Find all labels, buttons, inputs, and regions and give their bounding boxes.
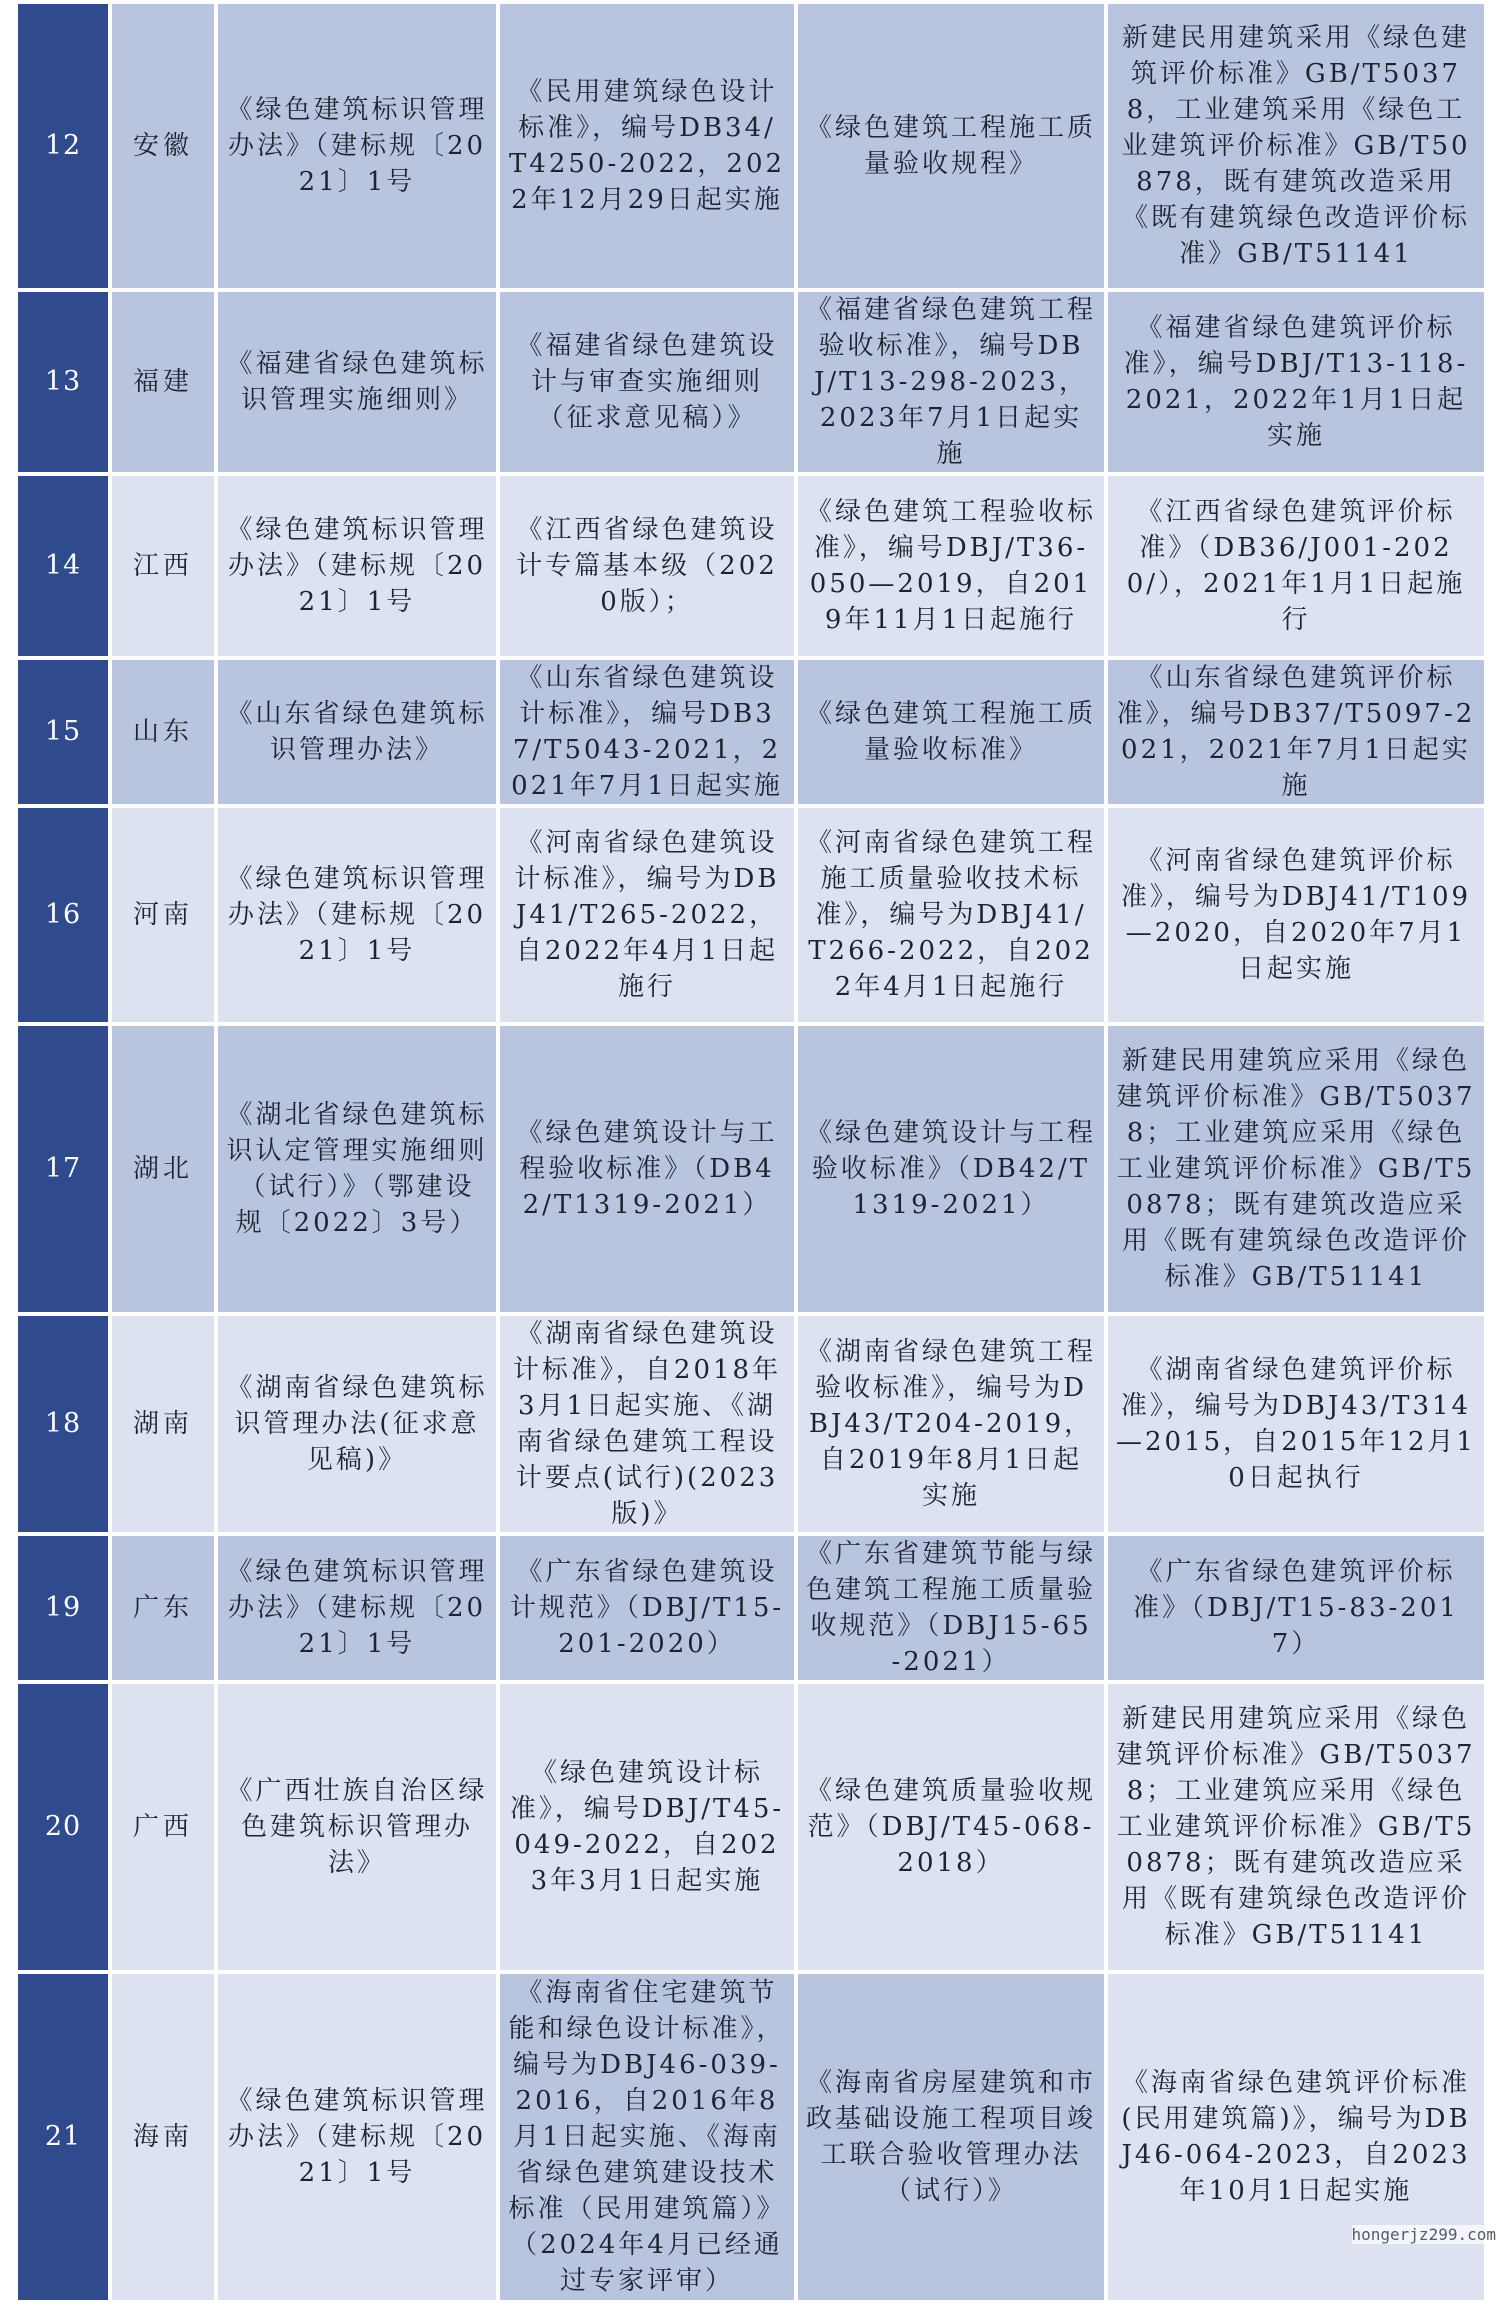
management-cell: 《绿色建筑标识管理办法》（建标规〔2021〕1号 xyxy=(218,1536,496,1680)
row-number: 21 xyxy=(18,1974,108,2300)
design-standard-cell: 《绿色建筑设计标准》，编号DBJ/T45-049-2022，自2023年3月1日起实施 xyxy=(500,1684,794,1970)
evaluation-standard-cell: 《广东省绿色建筑评价标准》（DBJ/T15-83-2017） xyxy=(1108,1536,1484,1680)
design-standard-cell: 《绿色建筑设计与工程验收标准》（DB42/T1319-2021） xyxy=(500,1026,794,1312)
row-number: 19 xyxy=(18,1536,108,1680)
evaluation-standard-cell: 新建民用建筑采用《绿色建筑评价标准》GB/T50378，工业建筑采用《绿色工业建筑评价标准》GB/T50878，既有建筑改造采用《既有建筑绿色改造评价标准》GB/T51141 xyxy=(1108,4,1484,288)
management-cell: 《湖北省绿色建筑标识认定管理实施细则（试行）》（鄂建设规〔2022〕3号） xyxy=(218,1026,496,1312)
row-number: 18 xyxy=(18,1316,108,1532)
management-cell: 《绿色建筑标识管理办法》（建标规〔2021〕1号 xyxy=(218,4,496,288)
province-cell: 河南 xyxy=(112,808,214,1022)
table-row xyxy=(18,292,1484,472)
table-row xyxy=(18,1316,1484,1532)
acceptance-standard-cell: 《绿色建筑工程施工质量验收标准》 xyxy=(798,660,1104,804)
row-number: 12 xyxy=(18,4,108,288)
design-standard-cell: 《福建省绿色建筑设计与审查实施细则（征求意见稿）》 xyxy=(500,292,794,472)
row-number: 13 xyxy=(18,292,108,472)
evaluation-standard-cell: 新建民用建筑应采用《绿色建筑评价标准》GB/T50378；工业建筑应采用《绿色工业建筑评价标准》GB/T50878；既有建筑改造应采用《既有建筑绿色改造评价标准》GB/T51141 xyxy=(1108,1684,1484,1970)
table-row xyxy=(18,808,1484,1022)
row-number: 15 xyxy=(18,660,108,804)
province-cell: 山东 xyxy=(112,660,214,804)
evaluation-standard-cell: 《福建省绿色建筑评价标准》，编号DBJ/T13-118-2021，2022年1月1日起实施 xyxy=(1108,292,1484,472)
evaluation-standard-cell: 《海南省绿色建筑评价标准(民用建筑篇)》，编号为DBJ46-064-2023，自2023年10月1日起实施 xyxy=(1108,1974,1484,2300)
province-cell: 福建 xyxy=(112,292,214,472)
acceptance-standard-cell: 《湖南省绿色建筑工程验收标准》，编号为DBJ43/T204-2019，自2019年8月1日起实施 xyxy=(798,1316,1104,1532)
watermark: hongerjz299.com xyxy=(1351,2225,1496,2244)
design-standard-cell: 《江西省绿色建筑设计专篇基本级（2020版）； xyxy=(500,476,794,656)
row-number: 16 xyxy=(18,808,108,1022)
acceptance-standard-cell: 《河南省绿色建筑工程施工质量验收技术标准》，编号为DBJ41/T266-2022，自2022年4月1日起施行 xyxy=(798,808,1104,1022)
evaluation-standard-cell: 《江西省绿色建筑评价标准》（DB36/J001-2020/），2021年1月1日起施行 xyxy=(1108,476,1484,656)
design-standard-cell: 《河南省绿色建筑设计标准》，编号为DBJ41/T265-2022，自2022年4月1日起施行 xyxy=(500,808,794,1022)
row-number: 20 xyxy=(18,1684,108,1970)
province-cell: 湖南 xyxy=(112,1316,214,1532)
table-row xyxy=(18,1026,1484,1312)
province-cell: 江西 xyxy=(112,476,214,656)
standards-table xyxy=(14,0,1488,2304)
design-standard-cell: 《湖南省绿色建筑设计标准》，自2018年3月1日起实施、《湖南省绿色建筑工程设计要点(试行)(2023版)》 xyxy=(500,1316,794,1532)
management-cell: 《广西壮族自治区绿色建筑标识管理办法》 xyxy=(218,1684,496,1970)
row-number: 17 xyxy=(18,1026,108,1312)
acceptance-standard-cell: 《海南省房屋建筑和市政基础设施工程项目竣工联合验收管理办法（试行）》 xyxy=(798,1974,1104,2300)
table-row xyxy=(18,660,1484,804)
province-cell: 湖北 xyxy=(112,1026,214,1312)
design-standard-cell: 《山东省绿色建筑设计标准》，编号DB37/T5043-2021，2021年7月1日起实施 xyxy=(500,660,794,804)
management-cell: 《绿色建筑标识管理办法》（建标规〔2021〕1号 xyxy=(218,808,496,1022)
province-cell: 广东 xyxy=(112,1536,214,1680)
management-cell: 《绿色建筑标识管理办法》（建标规〔2021〕1号 xyxy=(218,476,496,656)
management-cell: 《福建省绿色建筑标识管理实施细则》 xyxy=(218,292,496,472)
design-standard-cell: 《海南省住宅建筑节能和绿色设计标准》，编号为DBJ46-039-2016，自2016年8月1日起实施、《海南省绿色建筑建设技术标准（民用建筑篇）》（2024年4月已经通过专家评审） xyxy=(500,1974,794,2300)
management-cell: 《山东省绿色建筑标识管理办法》 xyxy=(218,660,496,804)
management-cell: 《湖南省绿色建筑标识管理办法(征求意见稿)》 xyxy=(218,1316,496,1532)
acceptance-standard-cell: 《福建省绿色建筑工程验收标准》，编号DBJ/T13-298-2023，2023年7月1日起实施 xyxy=(798,292,1104,472)
table-row xyxy=(18,4,1484,288)
evaluation-standard-cell: 《河南省绿色建筑评价标准》，编号为DBJ41/T109—2020，自2020年7月1日起实施 xyxy=(1108,808,1484,1022)
row-number: 14 xyxy=(18,476,108,656)
acceptance-standard-cell: 《绿色建筑质量验收规范》（DBJ/T45-068-2018） xyxy=(798,1684,1104,1970)
table-row xyxy=(18,1974,1484,2300)
evaluation-standard-cell: 《山东省绿色建筑评价标准》，编号DB37/T5097-2021，2021年7月1日起实施 xyxy=(1108,660,1484,804)
province-cell: 海南 xyxy=(112,1974,214,2300)
management-cell: 《绿色建筑标识管理办法》（建标规〔2021〕1号 xyxy=(218,1974,496,2300)
evaluation-standard-cell: 《湖南省绿色建筑评价标准》，编号为DBJ43/T314—2015，自2015年12月10日起执行 xyxy=(1108,1316,1484,1532)
design-standard-cell: 《民用建筑绿色设计标准》，编号DB34/T4250-2022，2022年12月29日起实施 xyxy=(500,4,794,288)
acceptance-standard-cell: 《广东省建筑节能与绿色建筑工程施工质量验收规范》（DBJ15-65-2021） xyxy=(798,1536,1104,1680)
province-cell: 广西 xyxy=(112,1684,214,1970)
province-cell: 安徽 xyxy=(112,4,214,288)
table-row xyxy=(18,476,1484,656)
design-standard-cell: 《广东省绿色建筑设计规范》（DBJ/T15-201-2020） xyxy=(500,1536,794,1680)
acceptance-standard-cell: 《绿色建筑工程施工质量验收规程》 xyxy=(798,4,1104,288)
table-row xyxy=(18,1684,1484,1970)
evaluation-standard-cell: 新建民用建筑应采用《绿色建筑评价标准》GB/T50378；工业建筑应采用《绿色工业建筑评价标准》GB/T50878；既有建筑改造应采用《既有建筑绿色改造评价标准》GB/T51141 xyxy=(1108,1026,1484,1312)
table-row xyxy=(18,1536,1484,1680)
acceptance-standard-cell: 《绿色建筑工程验收标准》，编号DBJ/T36-050—2019，自2019年11月1日起施行 xyxy=(798,476,1104,656)
acceptance-standard-cell: 《绿色建筑设计与工程验收标准》（DB42/T1319-2021） xyxy=(798,1026,1104,1312)
